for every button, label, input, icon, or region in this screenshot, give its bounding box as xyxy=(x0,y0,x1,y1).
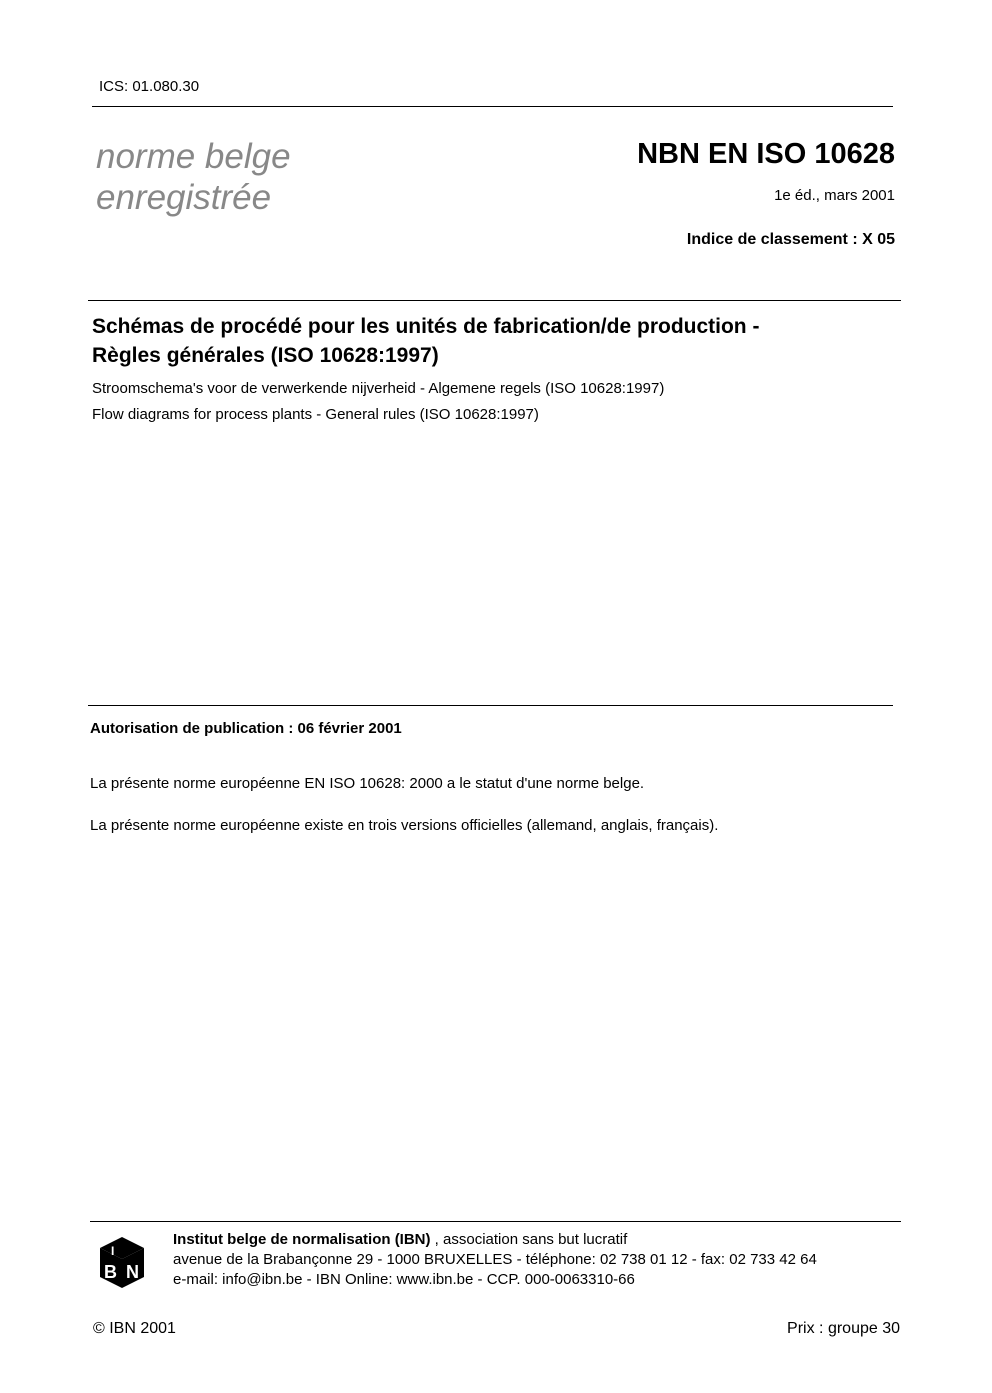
footer-rule xyxy=(90,1221,901,1222)
status-paragraph: La présente norme européenne EN ISO 10628: 2000 a le statut d'une norme belge. xyxy=(90,775,645,792)
body-rule xyxy=(88,705,893,706)
brand-line-2: enregistrée xyxy=(96,178,272,217)
price-group: Prix : groupe 30 xyxy=(787,1320,900,1337)
title-dutch: Stroomschema's voor de verwerkende nijverheid - Algemene regels (ISO 10628:1997) xyxy=(92,380,665,397)
versions-paragraph: La présente norme européenne existe en trois versions officielles (allemand, anglais, français). xyxy=(90,817,719,834)
standard-number: NBN EN ISO 10628 xyxy=(637,138,895,170)
edition-date: 1e éd., mars 2001 xyxy=(774,187,895,204)
logo-letter-i: I xyxy=(111,1244,115,1258)
institute-info xyxy=(173,1230,817,1290)
header-rule xyxy=(92,106,893,107)
title-english: Flow diagrams for process plants - General rules (ISO 10628:1997) xyxy=(92,406,539,423)
classification-index: Indice de classement : X 05 xyxy=(686,231,895,248)
institute-address: avenue de la Brabançonne 29 - 1000 BRUXELLES - téléphone: 02 738 01 12 - fax: 02 733 42 64 xyxy=(173,1251,817,1268)
brand-label xyxy=(96,136,291,218)
ics-code: ICS: 01.080.30 xyxy=(99,78,200,95)
institute-name: Institut belge de normalisation (IBN) xyxy=(173,1231,431,1248)
copyright: © IBN 2001 xyxy=(93,1320,176,1337)
institute-line xyxy=(173,1230,817,1250)
logo-letter-b: B xyxy=(104,1262,117,1282)
publication-authorisation: Autorisation de publication : 06 février 2001 xyxy=(90,720,402,737)
institute-suffix: , association sans but lucratif xyxy=(430,1231,628,1248)
document-title xyxy=(92,312,759,370)
title-rule xyxy=(88,300,901,301)
institute-contact: e-mail: info@ibn.be - IBN Online: www.ibn.be - CCP. 000-0063310-66 xyxy=(173,1271,635,1288)
logo-letter-n: N xyxy=(126,1262,139,1282)
brand-line-1: norme belge xyxy=(96,137,291,176)
title-line-1: Schémas de procédé pour les unités de fabrication/de production - xyxy=(92,315,760,338)
title-line-2: Règles générales (ISO 10628:1997) xyxy=(92,344,439,367)
ibn-logo xyxy=(96,1234,148,1290)
